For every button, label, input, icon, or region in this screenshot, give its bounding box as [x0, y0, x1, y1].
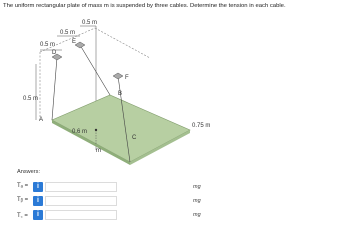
answer-input-tc[interactable]	[45, 210, 117, 220]
answer-label-tc: T꜀ =	[17, 213, 28, 219]
answer-label-ta: Tₐ =	[17, 183, 29, 189]
answer-input-ta[interactable]	[45, 182, 117, 192]
anchors	[52, 42, 123, 79]
label-point-e: E	[72, 39, 77, 45]
problem-statement: The uniform rectangular plate of mass m is suspended by three cables. Determine the tension in each cable.	[3, 3, 286, 9]
info-button-tb[interactable]: i	[33, 196, 43, 206]
mass-point	[95, 129, 97, 131]
info-button-tc[interactable]: i	[33, 210, 43, 220]
answers-heading: Answers:	[17, 169, 41, 175]
answer-label-tb: Tᵦ =	[17, 197, 29, 203]
label-point-d: D	[52, 50, 57, 56]
anchor-f	[113, 73, 123, 79]
label-dim-front: 0.6 m	[72, 129, 88, 135]
label-dim-left-top: 0.5 m	[40, 42, 56, 48]
answer-input-tb[interactable]	[45, 196, 117, 206]
label-mass: m	[96, 148, 101, 154]
label-point-c: C	[132, 135, 137, 141]
label-dim-top: 0.5 m	[82, 20, 98, 26]
label-dim-right: 0.75 m	[192, 123, 211, 129]
label-dim-mid: 0.5 m	[60, 30, 76, 36]
label-point-f: F	[125, 75, 129, 81]
answer-unit-ta: mg	[193, 184, 201, 190]
answer-unit-tc: mg	[193, 212, 201, 218]
label-point-a: A	[39, 117, 44, 123]
label-point-b: B	[118, 91, 123, 97]
cable-b	[80, 45, 110, 95]
label-dim-left-side: 0.5 m	[23, 96, 39, 102]
answer-unit-tb: mg	[193, 198, 201, 204]
anchor-e	[75, 42, 85, 48]
info-button-ta[interactable]: i	[33, 182, 43, 192]
cable-a	[52, 57, 57, 120]
